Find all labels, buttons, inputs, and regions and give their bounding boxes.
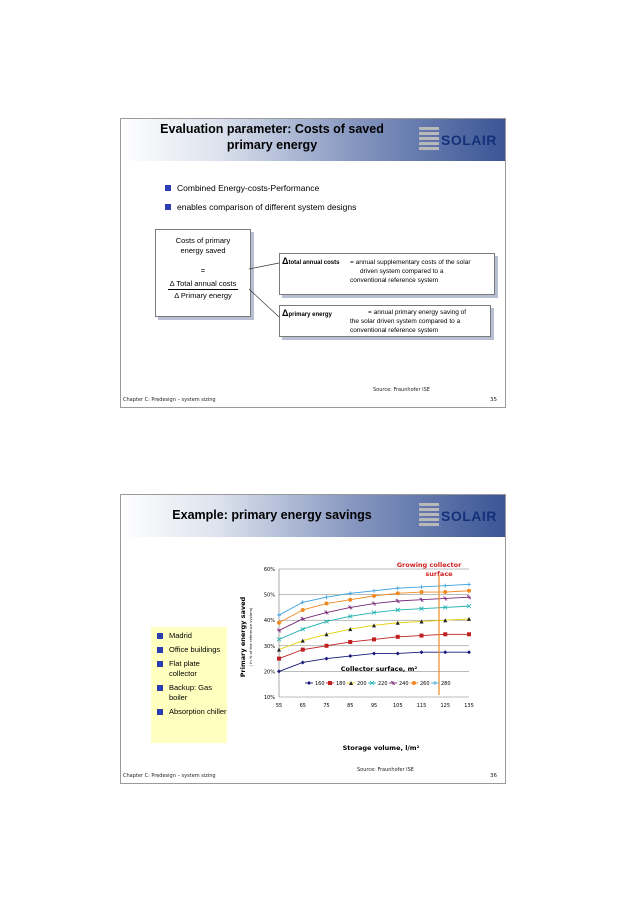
logo-text: SOLAIR: [441, 508, 497, 524]
y-tick-label: 40%: [263, 618, 275, 625]
logo-bars-icon: [419, 503, 439, 529]
data-point: [372, 594, 376, 598]
data-point: [420, 598, 424, 602]
data-point: [325, 602, 329, 606]
footer-chapter: Chapter C: Predesign – system sizing: [123, 397, 216, 403]
y-tick-label: 60%: [263, 567, 275, 573]
legend-item: [389, 681, 409, 687]
list-item: Absorption chiller: [155, 707, 227, 717]
data-point: [467, 582, 471, 586]
x-tick-label: 65: [299, 703, 306, 709]
data-point: [348, 654, 352, 658]
bullet-square-icon: [157, 685, 163, 691]
formula-equals: =: [200, 266, 206, 275]
footer-chapter: Chapter C: Predesign – system sizing: [123, 773, 216, 779]
data-point: [301, 608, 305, 612]
data-point: [467, 632, 471, 636]
data-point: [277, 657, 281, 661]
data-point: [348, 640, 352, 644]
formula-numerator: Δ Total annual costs: [169, 279, 237, 288]
legend-label: 260: [420, 681, 430, 687]
delta-icon: Δ: [282, 308, 289, 318]
slide-36: [120, 494, 506, 784]
x-tick-label: 85: [347, 703, 354, 709]
data-point: [467, 589, 471, 593]
logo-text: SOLAIR: [441, 132, 497, 148]
bullet-square-icon: [157, 661, 163, 667]
slide-title-line1: Evaluation parameter: Costs of saved: [160, 122, 384, 136]
data-point: [325, 595, 329, 599]
legend-title: Collector surface, m²: [340, 665, 418, 673]
data-point: [412, 681, 416, 685]
slide-title: Example: primary energy savings: [172, 508, 372, 522]
y-tick-label: 10%: [263, 695, 275, 701]
list-item: Backup: Gas boiler: [155, 683, 227, 703]
data-point: [325, 611, 329, 615]
data-point: [277, 621, 281, 625]
delta-icon: Δ: [169, 279, 175, 288]
legend-item: [305, 681, 325, 687]
y-tick-label: 50%: [263, 592, 275, 599]
legend-item: [347, 681, 367, 687]
legend-label: 160: [315, 681, 325, 687]
data-point: [467, 650, 471, 654]
growing-annotation-line1: Growing collector: [396, 561, 462, 569]
definition-text: = annual supplementary costs of the solar driven system compared to a conventional reference system: [350, 259, 471, 284]
x-tick-label: 105: [392, 703, 403, 709]
legend-label: 200: [357, 681, 367, 687]
x-tick-label: 95: [370, 703, 378, 709]
data-point: [443, 584, 447, 588]
list-item: Combined Energy-costs-Performance: [165, 183, 356, 193]
data-point: [396, 651, 400, 655]
data-point: [325, 644, 329, 648]
data-point: [443, 596, 447, 600]
source-note: Source: Fraunhofer ISE: [357, 767, 414, 773]
page-number: 35: [490, 397, 497, 403]
data-point: [325, 657, 329, 661]
definition-text: = annual primary energy saving of the solar driven system compared to a conventional reference system: [350, 309, 467, 334]
data-point: [420, 650, 424, 654]
bullet-square-icon: [157, 633, 163, 639]
data-point: [396, 599, 400, 603]
series-220: [277, 604, 471, 641]
definition-label: Δtotal annual costs: [282, 256, 340, 266]
formula-denominator: Δ Primary energy: [174, 291, 232, 300]
bullet-square-icon: [157, 647, 163, 653]
slide-title-line2: primary energy: [226, 138, 318, 152]
data-point: [277, 669, 281, 673]
data-point: [372, 637, 376, 641]
y-tick-label: 30%: [263, 643, 275, 650]
x-tick-label: 125: [440, 703, 451, 709]
slide-35: [120, 118, 506, 408]
data-point: [443, 590, 447, 594]
legend-item: [326, 681, 346, 687]
data-point: [277, 628, 281, 632]
page-number: 36: [490, 773, 497, 779]
data-point: [433, 681, 437, 685]
legend-label: 280: [441, 681, 451, 687]
data-point: [277, 613, 281, 617]
chart-legend: [305, 681, 451, 687]
source-note: Source: Fraunhofer ISE: [373, 387, 430, 393]
data-point: [307, 681, 311, 685]
x-tick-label: 75: [323, 703, 330, 709]
data-point: [420, 634, 424, 638]
series-260: [277, 589, 471, 625]
data-point: [443, 650, 447, 654]
legend-label: 240: [399, 681, 409, 687]
list-item: Madrid: [155, 631, 227, 641]
formula-lhs: Costs of primary energy saved: [175, 236, 231, 255]
data-point: [301, 600, 305, 604]
delta-icon: Δ: [282, 256, 289, 266]
legend-item: [410, 681, 430, 687]
x-tick-label: 135: [464, 703, 474, 709]
growing-annotation-line2: surface: [425, 570, 453, 578]
legend-item: [431, 681, 451, 687]
primary-energy-chart: [229, 545, 479, 755]
y-axis-sublabel: ( in % of the reference system): [248, 607, 253, 667]
solair-logo: [419, 503, 499, 529]
series-180: [277, 632, 471, 660]
legend-label: 180: [336, 681, 346, 687]
data-point: [301, 648, 305, 652]
data-point: [348, 598, 352, 602]
data-point: [277, 648, 281, 652]
x-tick-label: 55: [275, 703, 283, 709]
list-item: Office buildings: [155, 645, 227, 655]
data-point: [396, 591, 400, 595]
connector-lines: [121, 119, 506, 408]
definition-label: Δprimary energy: [282, 308, 332, 318]
data-point: [348, 605, 352, 609]
list-item: enables comparison of different system designs: [165, 202, 356, 212]
legend-item: [368, 681, 388, 687]
data-point: [372, 589, 376, 593]
series-280: [277, 582, 471, 617]
data-point: [301, 660, 305, 664]
bullet-square-icon: [157, 709, 163, 715]
data-point: [396, 586, 400, 590]
list-item: Flat plate collector: [155, 659, 227, 679]
data-point: [443, 632, 447, 636]
data-point: [467, 595, 471, 599]
x-axis-label: Storage volume, l/m²: [342, 744, 420, 752]
data-point: [420, 590, 424, 594]
data-point: [372, 602, 376, 606]
x-tick-label: 115: [416, 703, 427, 709]
data-point: [372, 651, 376, 655]
y-axis-label: Primary energy saved: [239, 596, 247, 678]
legend-label: 220: [378, 681, 388, 687]
y-tick-label: 20%: [263, 669, 275, 676]
delta-icon: Δ: [174, 291, 179, 300]
data-point: [396, 635, 400, 639]
assumptions-box: [151, 627, 227, 743]
data-point: [391, 681, 395, 685]
data-point: [328, 681, 332, 685]
data-point: [420, 585, 424, 589]
